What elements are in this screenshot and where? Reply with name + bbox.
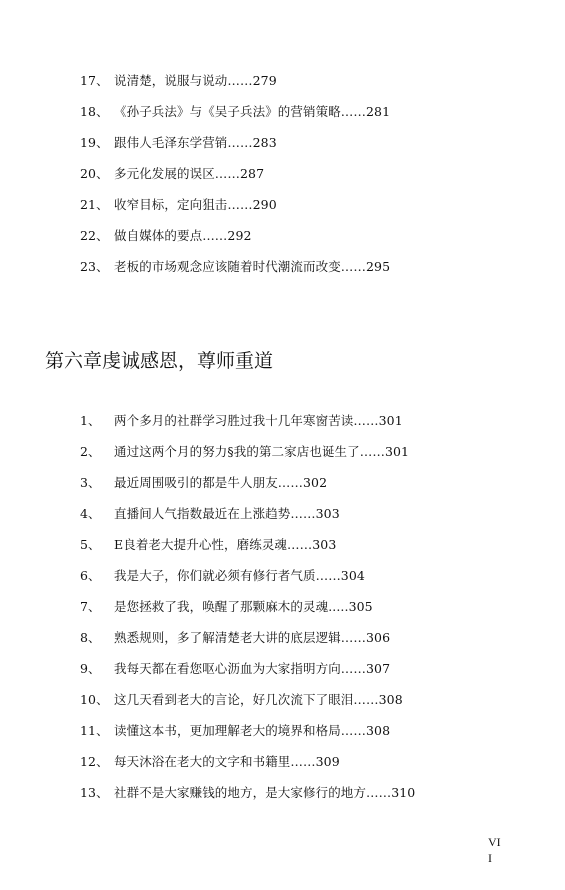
entry-number: 6、 xyxy=(80,568,101,583)
toc-entry xyxy=(80,442,409,460)
entry-number: 12、 xyxy=(80,754,109,769)
toc-entry xyxy=(80,133,277,151)
toc-entry xyxy=(80,721,390,739)
entry-title: 我是大子，你们就必须有修行者气质……304 xyxy=(114,568,365,583)
entry-number: 8、 xyxy=(80,630,101,645)
entry-title: 直播间人气指数最近在上涨趋势……303 xyxy=(114,506,340,521)
entry-title: 这几天看到老大的言论，好几次流下了眼泪……308 xyxy=(114,692,403,707)
entry-title: 读懂这本书，更加理解老大的境界和格局……308 xyxy=(114,723,391,738)
entry-title: 两个多月的社群学习胜过我十几年寒窗苦读……301 xyxy=(114,413,403,428)
entry-title: 通过这两个月的努力§我的第二家店也诞生了……301 xyxy=(114,444,410,459)
entry-title: 最近周围吸引的都是牛人朋友……302 xyxy=(114,475,328,490)
entry-title: 跟伟人毛泽东学营销……283 xyxy=(114,135,277,150)
entry-title: 熟悉规则，多了解清楚老大讲的底层逻辑……306 xyxy=(114,630,391,645)
entry-number: 3、 xyxy=(80,475,101,490)
entry-number: 20、 xyxy=(80,166,109,181)
entry-number: 9、 xyxy=(80,661,101,676)
entry-number: 11、 xyxy=(80,723,109,738)
toc-entry xyxy=(80,195,277,213)
entry-title: E良着老大提升心性，磨练灵魂……303 xyxy=(114,537,337,552)
toc-entry xyxy=(80,473,327,491)
toc-entry xyxy=(80,659,390,677)
toc-entry xyxy=(80,752,340,770)
entry-number: 23、 xyxy=(80,259,109,274)
entry-number: 19、 xyxy=(80,135,109,150)
entry-number: 1、 xyxy=(80,413,101,428)
entry-number: 17、 xyxy=(80,73,109,88)
entry-title: 社群不是大家赚钱的地方，是大家修行的地方……310 xyxy=(114,785,416,800)
entry-title: 《孙子兵法》与《吴子兵法》的营销策略……281 xyxy=(114,104,391,119)
entry-number: 2、 xyxy=(80,444,101,459)
entry-title: 说清楚，说服与说动……279 xyxy=(114,73,277,88)
toc-entry xyxy=(80,535,336,553)
page-number xyxy=(488,834,501,866)
toc-entry xyxy=(80,690,403,708)
page-number-line: I xyxy=(488,851,492,865)
chapter-heading: 第六章虔诚感恩，尊师重道 xyxy=(45,350,274,372)
toc-entry xyxy=(80,597,373,615)
entry-title: 是您拯救了我，唤醒了那颗麻木的灵魂.....305 xyxy=(114,599,373,614)
entry-title: 多元化发展的误区……287 xyxy=(114,166,265,181)
toc-entry xyxy=(80,226,252,244)
entry-number: 21、 xyxy=(80,197,109,212)
entry-number: 18、 xyxy=(80,104,109,119)
toc-entry xyxy=(80,628,390,646)
entry-title: 老板的市场观念应该随着时代潮流而改变……295 xyxy=(114,259,391,274)
entry-title: 做自媒体的要点……292 xyxy=(114,228,252,243)
entry-number: 5、 xyxy=(80,537,101,552)
entry-number: 10、 xyxy=(80,692,109,707)
entry-number: 4、 xyxy=(80,506,101,521)
toc-entry xyxy=(80,71,277,89)
toc-entry xyxy=(80,566,365,584)
toc-entry xyxy=(80,164,264,182)
toc-entry xyxy=(80,504,340,522)
page-number-line: VI xyxy=(488,835,501,849)
entry-title: 我每天都在看您呕心沥血为大家指明方向……307 xyxy=(114,661,391,676)
entry-number: 13、 xyxy=(80,785,109,800)
toc-entry xyxy=(80,411,403,429)
entry-title: 收窄目标，定向狙击……290 xyxy=(114,197,277,212)
entry-number: 22、 xyxy=(80,228,109,243)
entry-number: 7、 xyxy=(80,599,101,614)
toc-entry xyxy=(80,783,415,801)
entry-title: 每天沐浴在老大的文字和书籍里……309 xyxy=(114,754,340,769)
toc-entry xyxy=(80,257,390,275)
toc-entry xyxy=(80,102,390,120)
